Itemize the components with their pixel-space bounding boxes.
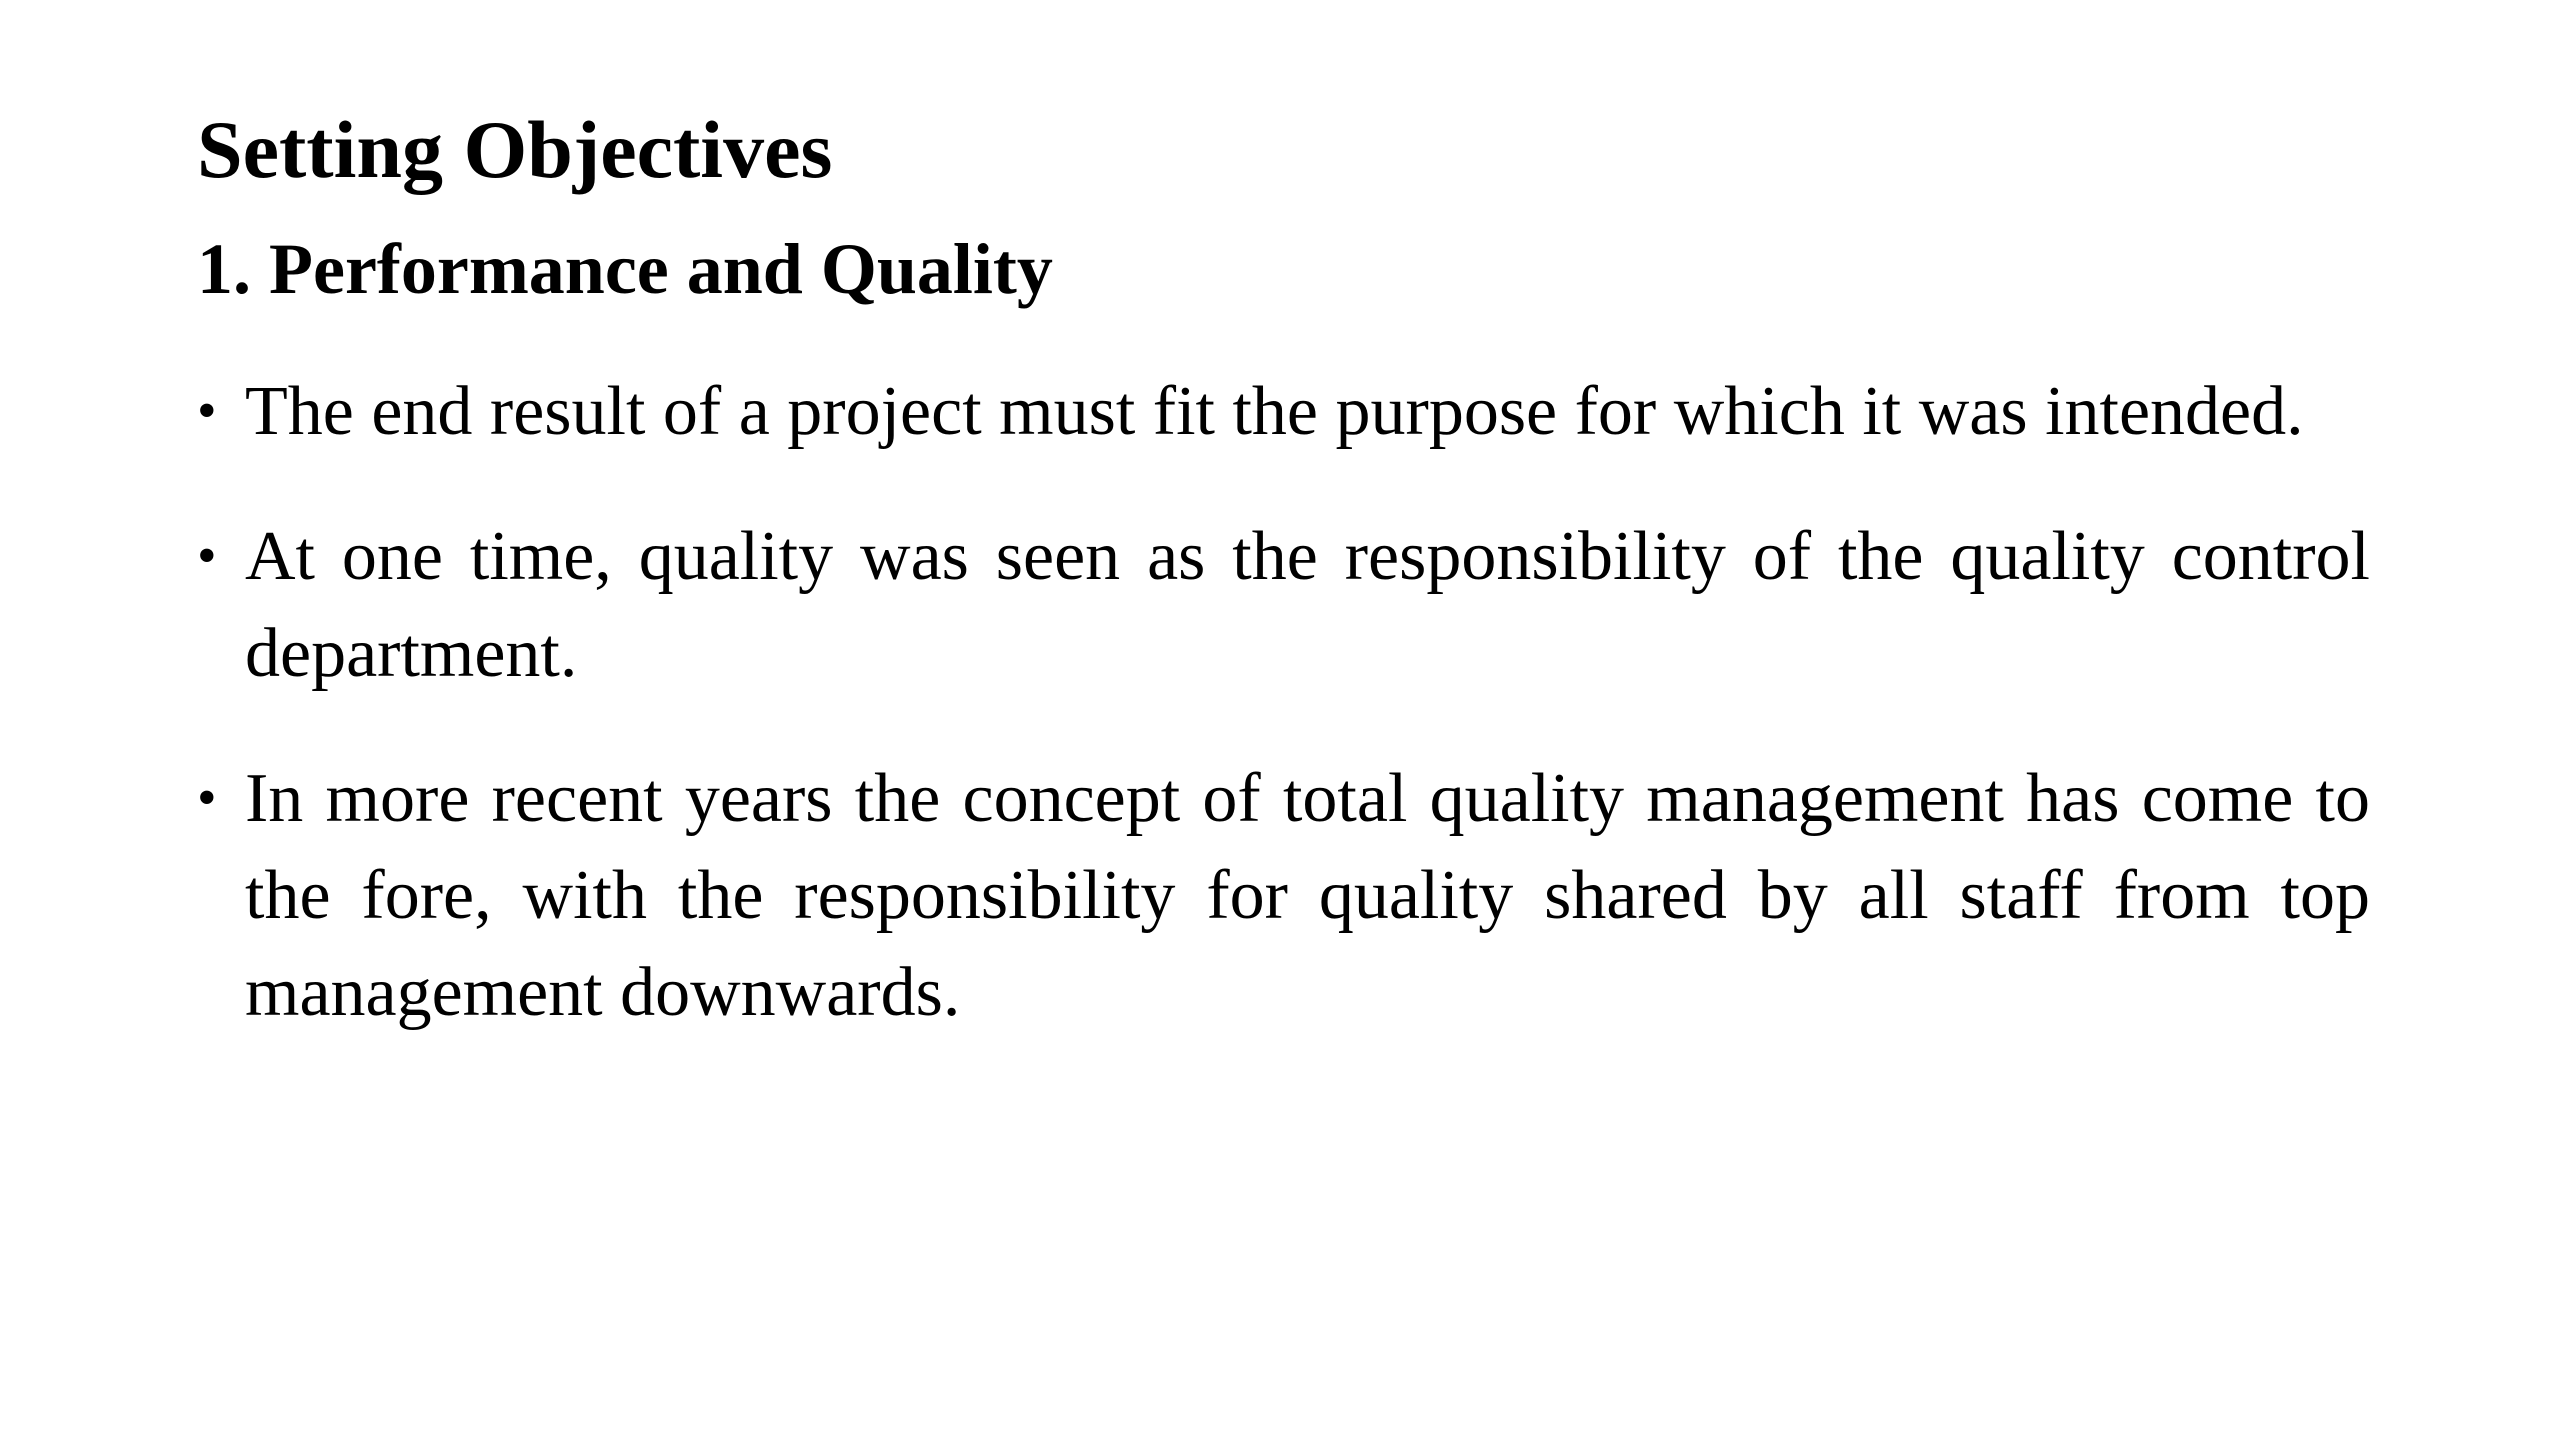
bullet-text: The end result of a project must fit the purpose for which it was intended.	[245, 373, 2304, 450]
bullet-icon: •	[197, 525, 217, 587]
bullet-item	[197, 363, 2370, 460]
section-heading: 1. Performance and Quality	[197, 229, 1053, 309]
bullet-list	[197, 363, 2370, 1041]
bullet-text: At one time, quality was seen as the responsibility of the quality control department.	[245, 518, 2370, 692]
bullet-icon: •	[197, 380, 217, 442]
bullet-icon: •	[197, 767, 217, 829]
bullet-text: In more recent years the concept of total quality management has come to the fore, with the responsibility for quality shared by all staff from top management downwards.	[245, 760, 2370, 1031]
bullet-item	[197, 508, 2370, 702]
bullet-item	[197, 750, 2370, 1041]
slide-title: Setting Objectives	[197, 104, 833, 195]
